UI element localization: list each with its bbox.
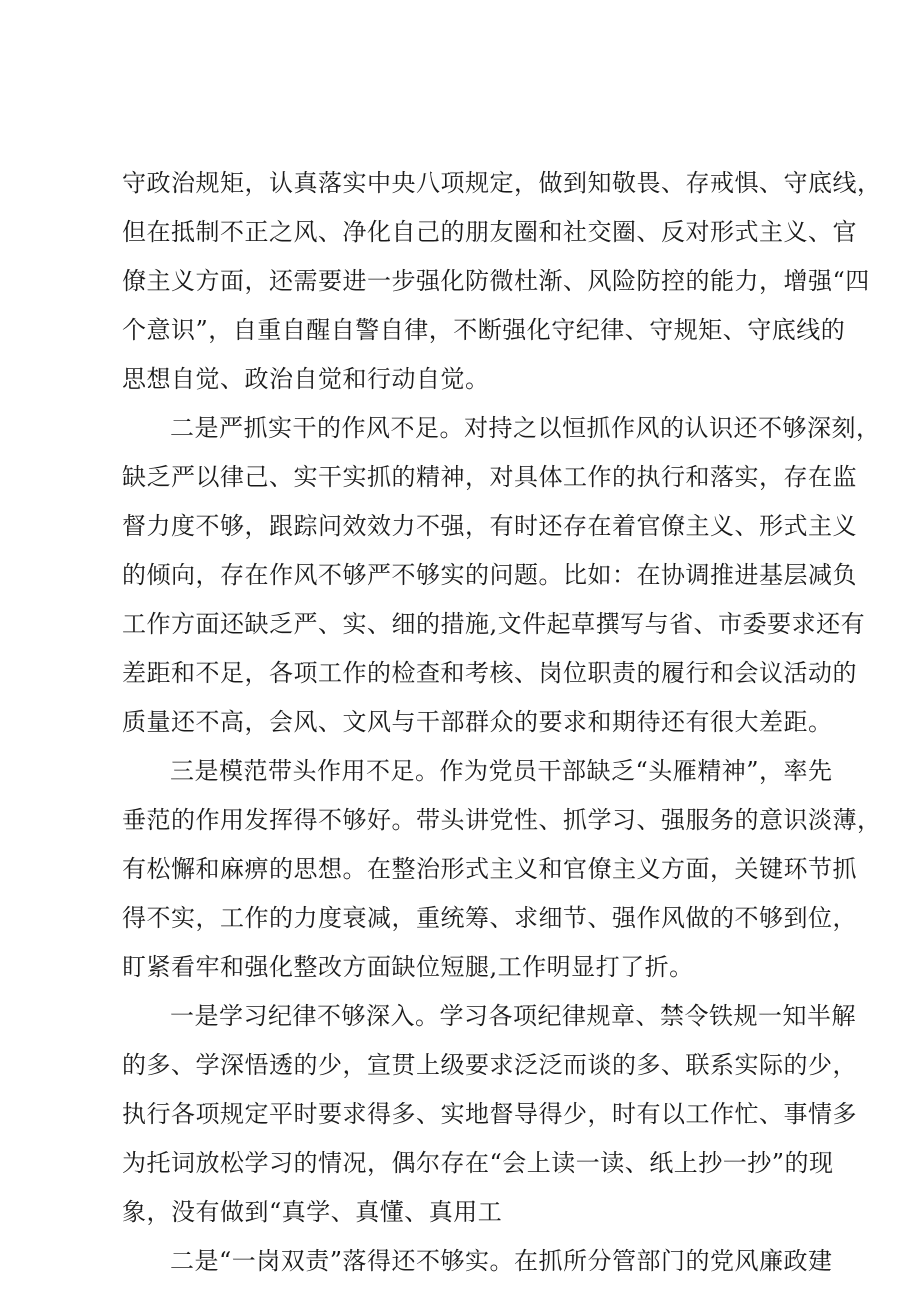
paragraph-line: 质量还不高，会风、文风与干部群众的要求和期待还有很大差距。	[122, 708, 833, 736]
paragraph-line: 督力度不够，跟踪问效效力不强，有时还存在着官僚主义、形式主义	[122, 512, 857, 540]
paragraph-line: 僚主义方面，还需要进一步强化防微杜渐、风险防控的能力，增强“四	[122, 267, 870, 295]
paragraph-line: 差距和不足，各项工作的检查和考核、岗位职责的履行和会议活动的	[122, 659, 857, 687]
paragraph-line: 工作方面还缺乏严、实、细的措施,文件起草撰写与省、市委要求还有	[122, 610, 866, 638]
paragraph-line: 得不实，工作的力度衰减，重统筹、求细节、强作风做的不够到位，	[122, 904, 857, 932]
paragraph-line: 缺乏严以律己、实干实抓的精神，对具体工作的执行和落实，存在监	[122, 463, 857, 491]
paragraph-first-line: 二是严抓实干的作风不足。对持之以恒抓作风的认识还不够深刻，	[170, 414, 881, 442]
paragraph-line: 有松懈和麻痹的思想。在整治形式主义和官僚主义方面，关键环节抓	[122, 855, 857, 883]
paragraph-line: 的倾向，存在作风不够严不够实的问题。比如：在协调推进基层减负	[122, 561, 857, 589]
paragraph-line: 盯紧看牢和强化整改方面缺位短腿,工作明显打了折。	[122, 953, 694, 981]
paragraph-line: 思想自觉、政治自觉和行动自觉。	[122, 365, 490, 393]
paragraph-line: 垂范的作用发挥得不够好。带头讲党性、抓学习、强服务的意识淡薄，	[122, 806, 882, 834]
paragraph-line: 执行各项规定平时要求得多、实地督导得少，时有以工作忙、事情多	[122, 1100, 857, 1128]
paragraph-first-line: 三是模范带头作用不足。作为党员干部缺乏“头雁精神”，率先	[170, 757, 833, 785]
paragraph-line: 守政治规矩，认真落实中央八项规定，做到知敬畏、存戒惧、守底线，	[122, 169, 882, 197]
paragraph-line: 的多、学深悟透的少，宣贯上级要求泛泛而谈的多、联系实际的少，	[122, 1051, 857, 1079]
paragraph-line: 但在抵制不正之风、净化自己的朋友圈和社交圈、反对形式主义、官	[122, 218, 857, 246]
paragraph-first-line: 一是学习纪律不够深入。学习各项纪律规章、禁令铁规一知半解	[170, 1002, 856, 1030]
paragraph-first-line: 二是“一岗双责”落得还不够实。在抓所分管部门的党风廉政建	[170, 1247, 833, 1275]
paragraph-line: 象，没有做到“真学、真懂、真用工	[122, 1198, 503, 1226]
paragraph-line: 为托词放松学习的情况，偶尔存在“会上读一读、纸上抄一抄”的现	[122, 1149, 834, 1177]
paragraph-line: 个意识”，自重自醒自警自律，不断强化守纪律、守规矩、守底线的	[122, 316, 846, 344]
